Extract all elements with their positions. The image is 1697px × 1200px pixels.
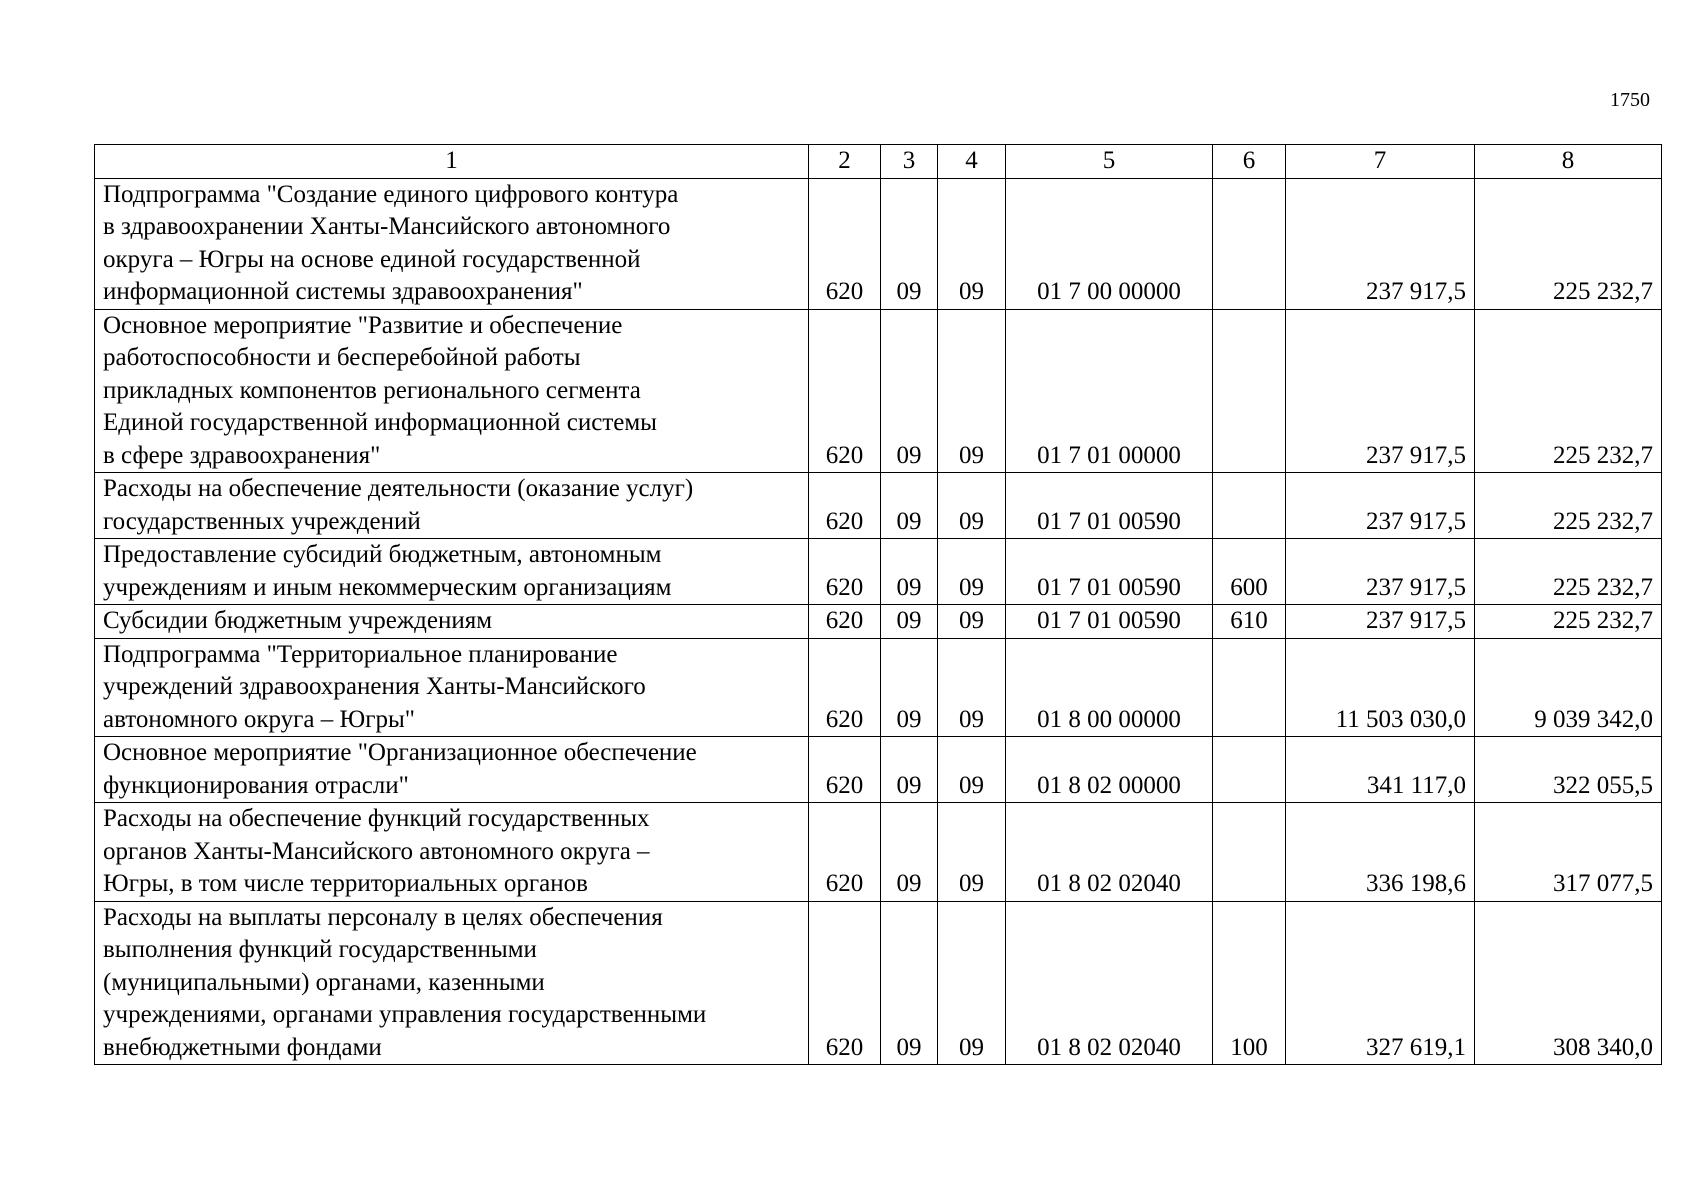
cell-admin-code: 620	[809, 737, 881, 803]
cell-target-article: 01 7 01 00590	[1006, 539, 1213, 605]
cell-section: 09	[881, 803, 938, 902]
table-row	[95, 178, 1662, 309]
cell-item-name	[95, 901, 809, 1065]
item-name-line: Подпрограмма "Создание единого цифрового контура	[103, 180, 679, 208]
cell-amount-col7: 237 917,5	[1286, 605, 1475, 639]
cell-item-name	[95, 638, 809, 737]
cell-subsection: 09	[938, 605, 1006, 639]
cell-admin-code: 620	[809, 178, 881, 309]
cell-amount-col7: 237 917,5	[1286, 539, 1475, 605]
cell-expense-type	[1213, 638, 1286, 737]
cell-target-article: 01 8 00 00000	[1006, 638, 1213, 737]
cell-expense-type	[1213, 737, 1286, 803]
cell-expense-type	[1213, 309, 1286, 473]
table-row	[95, 605, 1662, 639]
header-row	[95, 145, 1662, 179]
cell-section: 09	[881, 539, 938, 605]
cell-expense-type: 610	[1213, 605, 1286, 639]
cell-expense-type	[1213, 803, 1286, 902]
item-name-line: в здравоохранении Ханты-Мансийского автономного	[103, 213, 671, 240]
cell-target-article: 01 7 00 00000	[1006, 178, 1213, 309]
budget-table	[94, 144, 1662, 1065]
item-name-line: Подпрограмма "Территориальное планирование	[103, 640, 618, 668]
cell-amount-col7: 237 917,5	[1286, 309, 1475, 473]
item-name-line: Расходы на обеспечение деятельности (оказание услуг)	[103, 475, 694, 502]
cell-amount-col8: 225 232,7	[1475, 178, 1662, 309]
cell-target-article: 01 8 02 02040	[1006, 803, 1213, 902]
cell-section: 09	[881, 178, 938, 309]
cell-expense-type: 600	[1213, 539, 1286, 605]
header-col-8: 8	[1475, 145, 1662, 179]
cell-item-name	[95, 309, 809, 473]
table-row	[95, 539, 1662, 605]
cell-item-name	[95, 605, 809, 639]
item-name-line: государственных учреждений	[103, 507, 421, 535]
cell-item-name	[95, 803, 809, 902]
header-col-6: 6	[1213, 145, 1286, 179]
cell-amount-col7: 11 503 030,0	[1286, 638, 1475, 737]
cell-admin-code: 620	[809, 901, 881, 1065]
table-row	[95, 638, 1662, 737]
cell-admin-code: 620	[809, 803, 881, 902]
cell-target-article: 01 8 02 02040	[1006, 901, 1213, 1065]
table-body	[95, 178, 1662, 1065]
table-row	[95, 737, 1662, 803]
cell-subsection: 09	[938, 803, 1006, 902]
cell-amount-col8: 317 077,5	[1475, 803, 1662, 902]
item-name-line: Расходы на обеспечение функций государственных	[103, 805, 650, 832]
header-col-4: 4	[938, 145, 1006, 179]
item-name-line: Субсидии бюджетным учреждениям	[103, 607, 493, 634]
cell-amount-col7: 327 619,1	[1286, 901, 1475, 1065]
cell-amount-col7: 336 198,6	[1286, 803, 1475, 902]
item-name-line: автономного округа – Югры"	[103, 705, 415, 733]
cell-expense-type	[1213, 178, 1286, 309]
cell-amount-col8: 225 232,7	[1475, 539, 1662, 605]
item-name-line: (муниципальными) органами, казенными	[103, 968, 545, 996]
cell-target-article: 01 7 01 00590	[1006, 605, 1213, 639]
cell-section: 09	[881, 737, 938, 803]
header-col-5: 5	[1006, 145, 1213, 179]
cell-admin-code: 620	[809, 473, 881, 539]
item-name-line: учреждениям и иным некоммерческим организациям	[103, 573, 672, 601]
cell-subsection: 09	[938, 309, 1006, 473]
cell-subsection: 09	[938, 901, 1006, 1065]
item-name-line: Основное мероприятие "Организационное обеспечение	[103, 739, 697, 766]
item-name-line: выполнения функций государственными	[103, 936, 537, 963]
cell-item-name	[95, 178, 809, 309]
cell-item-name	[95, 539, 809, 605]
cell-target-article: 01 8 02 00000	[1006, 737, 1213, 803]
cell-amount-col8: 322 055,5	[1475, 737, 1662, 803]
item-name-line: Югры, в том числе территориальных органов	[103, 870, 588, 897]
item-name-line: учреждений здравоохранения Ханты-Мансийского	[103, 673, 646, 700]
cell-amount-col7: 237 917,5	[1286, 178, 1475, 309]
cell-item-name	[95, 737, 809, 803]
cell-section: 09	[881, 309, 938, 473]
cell-item-name	[95, 473, 809, 539]
cell-expense-type: 100	[1213, 901, 1286, 1065]
cell-section: 09	[881, 901, 938, 1065]
cell-subsection: 09	[938, 178, 1006, 309]
header-col-2: 2	[809, 145, 881, 179]
cell-amount-col7: 237 917,5	[1286, 473, 1475, 539]
item-name-line: внебюджетными фондами	[103, 1033, 382, 1061]
table-row	[95, 901, 1662, 1065]
page-number: 1750	[1610, 89, 1650, 111]
cell-amount-col8: 225 232,7	[1475, 605, 1662, 639]
cell-amount-col8: 225 232,7	[1475, 309, 1662, 473]
cell-admin-code: 620	[809, 605, 881, 639]
cell-amount-col8: 225 232,7	[1475, 473, 1662, 539]
table-header	[95, 145, 1662, 179]
item-name-line: Единой государственной информационной системы	[103, 409, 657, 436]
cell-amount-col7: 341 117,0	[1286, 737, 1475, 803]
table-row	[95, 309, 1662, 473]
cell-amount-col8: 308 340,0	[1475, 901, 1662, 1065]
item-name-line: Расходы на выплаты персоналу в целях обеспечения	[103, 903, 663, 931]
item-name-line: учреждениями, органами управления государственными	[103, 1001, 707, 1028]
header-col-1: 1	[95, 145, 809, 179]
item-name-line: органов Ханты-Мансийского автономного округа –	[103, 837, 650, 865]
item-name-line: Основное мероприятие "Развитие и обеспечение	[103, 311, 623, 339]
item-name-line: прикладных компонентов регионального сегмента	[103, 376, 641, 404]
cell-expense-type	[1213, 473, 1286, 539]
cell-subsection: 09	[938, 737, 1006, 803]
cell-admin-code: 620	[809, 539, 881, 605]
item-name-line: Предоставление субсидий бюджетным, автономным	[103, 541, 662, 568]
item-name-line: информационной системы здравоохранения"	[103, 278, 583, 305]
cell-section: 09	[881, 638, 938, 737]
cell-target-article: 01 7 01 00000	[1006, 309, 1213, 473]
cell-section: 09	[881, 605, 938, 639]
table-row	[95, 473, 1662, 539]
header-col-3: 3	[881, 145, 938, 179]
cell-amount-col8: 9 039 342,0	[1475, 638, 1662, 737]
cell-section: 09	[881, 473, 938, 539]
header-col-7: 7	[1286, 145, 1475, 179]
item-name-line: округа – Югры на основе единой государственной	[103, 245, 641, 273]
cell-target-article: 01 7 01 00590	[1006, 473, 1213, 539]
cell-subsection: 09	[938, 539, 1006, 605]
cell-subsection: 09	[938, 638, 1006, 737]
cell-subsection: 09	[938, 473, 1006, 539]
item-name-line: функционирования отрасли"	[103, 771, 409, 799]
item-name-line: работоспособности и бесперебойной работы	[103, 344, 581, 371]
cell-admin-code: 620	[809, 638, 881, 737]
cell-admin-code: 620	[809, 309, 881, 473]
table-row	[95, 803, 1662, 902]
item-name-line: в сфере здравоохранения"	[103, 441, 381, 469]
